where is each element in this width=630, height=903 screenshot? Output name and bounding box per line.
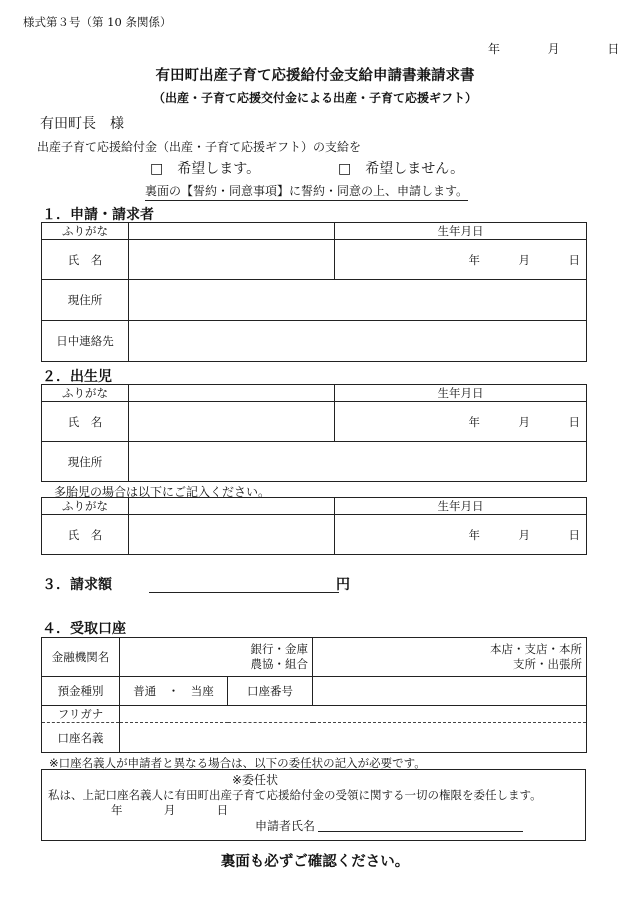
bank-type-1: 銀行・金庫 xyxy=(250,642,308,656)
child-birthdate-field[interactable] xyxy=(335,402,587,442)
child2-birthdate-field[interactable] xyxy=(335,515,587,555)
branch-type-2: 支所・出張所 xyxy=(513,657,582,671)
proxy-text: 私は、上記口座名義人に有田町出産子育て応援給付金の受領に関する一切の権限を委任します。 xyxy=(48,788,542,802)
proxy-applicant-field[interactable] xyxy=(318,831,523,832)
amount-unit: 円 xyxy=(336,577,350,593)
child2-birthdate-label: 生年月日 xyxy=(335,498,587,515)
child2-name-label: 氏 名 xyxy=(42,515,129,555)
birthdate-field[interactable] xyxy=(335,240,587,280)
amount-field[interactable] xyxy=(149,592,339,593)
bank-table xyxy=(41,637,587,753)
deposit-label: 預金種別 xyxy=(42,677,120,706)
child2-table xyxy=(41,497,587,555)
child-birth-month: 月 xyxy=(518,414,530,429)
form-number: 様式第３号（第 10 条関係） xyxy=(23,15,172,29)
intro-text: 出産子育て応援給付金（出産・子育て応援ギフト）の支給を xyxy=(37,140,362,154)
no-wish-option[interactable]: □ 希望しません。 xyxy=(338,161,465,177)
deposit-types[interactable]: 普通 ・ 当座 xyxy=(120,677,228,706)
address-field[interactable] xyxy=(129,280,587,321)
holder-field[interactable] xyxy=(120,723,587,753)
child2-name-field[interactable] xyxy=(129,515,335,555)
bank-name-field[interactable] xyxy=(120,638,313,677)
wish-option[interactable]: □ 希望します。 xyxy=(150,161,261,177)
child-name-label: 氏 名 xyxy=(42,402,129,442)
birthdate-label: 生年月日 xyxy=(335,223,587,240)
child-table xyxy=(41,384,587,482)
proxy-title: ※委任状 xyxy=(232,773,279,787)
child-birth-year: 年 xyxy=(468,414,480,429)
birth-month: 月 xyxy=(518,252,530,267)
proxy-day: 日 xyxy=(216,803,229,817)
bank-type-2: 農協・組合 xyxy=(250,657,308,671)
birth-year: 年 xyxy=(468,252,480,267)
holder-furigana-field[interactable] xyxy=(120,706,587,723)
page-subtitle: （出産・子育て応援交付金による出産・子育て応援ギフト） xyxy=(152,91,477,105)
section3-heading: ３．請求額 xyxy=(42,577,112,593)
applicant-table xyxy=(41,222,587,362)
child-furigana-field[interactable] xyxy=(129,385,335,402)
name-field[interactable] xyxy=(129,240,335,280)
address-label: 現住所 xyxy=(42,280,129,321)
child2-birth-day: 日 xyxy=(568,527,580,542)
date-year: 年 xyxy=(488,42,501,56)
child-address-field[interactable] xyxy=(129,442,587,482)
account-number-field[interactable] xyxy=(313,677,587,706)
furigana-field[interactable] xyxy=(129,223,335,240)
child-address-label: 現住所 xyxy=(42,442,129,482)
date-line xyxy=(488,40,619,57)
date-day: 日 xyxy=(607,42,620,56)
proxy-applicant-label: 申請者氏名 xyxy=(255,819,316,833)
child2-birth-month: 月 xyxy=(518,527,530,542)
child-furigana-label: ふりがな xyxy=(42,385,129,402)
bank-label: 金融機関名 xyxy=(42,638,120,677)
date-month: 月 xyxy=(547,42,560,56)
contact-field[interactable] xyxy=(129,321,587,362)
child-birthdate-label: 生年月日 xyxy=(335,385,587,402)
agreement-text: 裏面の【誓約・同意事項】に誓約・同意の上、申請します。 xyxy=(145,182,468,201)
contact-label: 日中連絡先 xyxy=(42,321,129,362)
account-number-label: 口座番号 xyxy=(228,677,313,706)
child-birth-day: 日 xyxy=(568,414,580,429)
page-title: 有田町出産子育て応援給付金支給申請書兼請求書 xyxy=(155,68,475,84)
holder-note: ※口座名義人が申請者と異なる場合は、以下の委任状の記入が必要です。 xyxy=(49,756,426,770)
section1-heading: １．申請・請求者 xyxy=(42,207,154,223)
branch-type-1: 本店・支店・本所 xyxy=(490,642,582,656)
furigana-label: ふりがな xyxy=(42,223,129,240)
child2-birth-year: 年 xyxy=(468,527,480,542)
birth-day: 日 xyxy=(568,252,580,267)
footer-note: 裏面も必ずご確認ください。 xyxy=(220,854,410,870)
addressee: 有田町長 様 xyxy=(40,116,124,132)
multiple-birth-note: 多胎児の場合は以下にご記入ください。 xyxy=(54,485,271,499)
holder-furigana-label: フリガナ xyxy=(42,706,120,723)
name-label: 氏 名 xyxy=(42,240,129,280)
branch-name-field[interactable] xyxy=(313,638,587,677)
child2-furigana-field[interactable] xyxy=(129,498,335,515)
section2-heading: ２．出生児 xyxy=(42,369,112,385)
child-name-field[interactable] xyxy=(129,402,335,442)
proxy-year: 年 xyxy=(111,803,123,817)
holder-label: 口座名義 xyxy=(42,723,120,753)
child2-furigana-label: ふりがな xyxy=(42,498,129,515)
section4-heading: ４．受取口座 xyxy=(42,621,126,637)
proxy-month: 月 xyxy=(163,803,176,817)
proxy-date[interactable] xyxy=(111,802,228,818)
